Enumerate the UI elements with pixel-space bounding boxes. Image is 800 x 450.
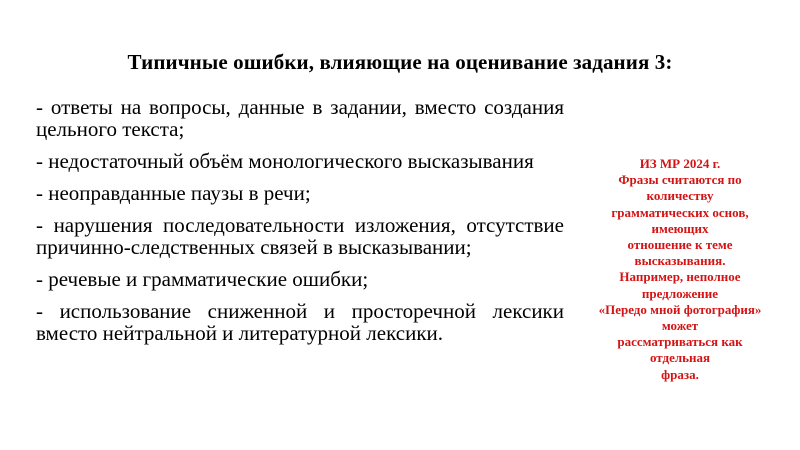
note-line: рассматриваться как: [617, 334, 743, 350]
error-item: - неоправданные паузы в речи;: [36, 181, 311, 205]
error-item: - нарушения последовательности изложения, отсутствие причинно-следственных связей в высказывании;: [36, 213, 564, 259]
error-item: - использование сниженной и просторечной лексики вместо нейтральной и литературной лексики.: [36, 299, 564, 345]
error-item: - речевые и грамматические ошибки;: [36, 267, 369, 291]
note-line: Например, неполное: [619, 269, 741, 285]
note-line: грамматических основ,: [611, 204, 749, 220]
note-line: отношение к теме: [627, 237, 733, 253]
note-line: фраза.: [661, 366, 699, 382]
error-item: - ответы на вопросы, данные в задании, вместо создания цельного текста;: [36, 95, 564, 141]
note-line: количеству: [646, 188, 714, 204]
note-line: предложение: [641, 285, 719, 301]
note-line: высказывания.: [634, 253, 726, 269]
note-line: «Передо мной фотография»: [598, 301, 762, 317]
note-line: ИЗ МР 2024 г.: [639, 156, 721, 171]
error-item: - недостаточный объём монологического высказывания: [36, 149, 534, 173]
note-line: может: [661, 318, 699, 334]
slide-title: Типичные ошибки, влияющие на оценивание задания 3:: [127, 50, 673, 74]
methodology-note: [566, 156, 794, 383]
note-line: отдельная: [649, 350, 711, 366]
note-line: Фразы считаются по: [618, 172, 742, 188]
error-list: [36, 96, 564, 354]
note-line: имеющих: [651, 220, 709, 236]
